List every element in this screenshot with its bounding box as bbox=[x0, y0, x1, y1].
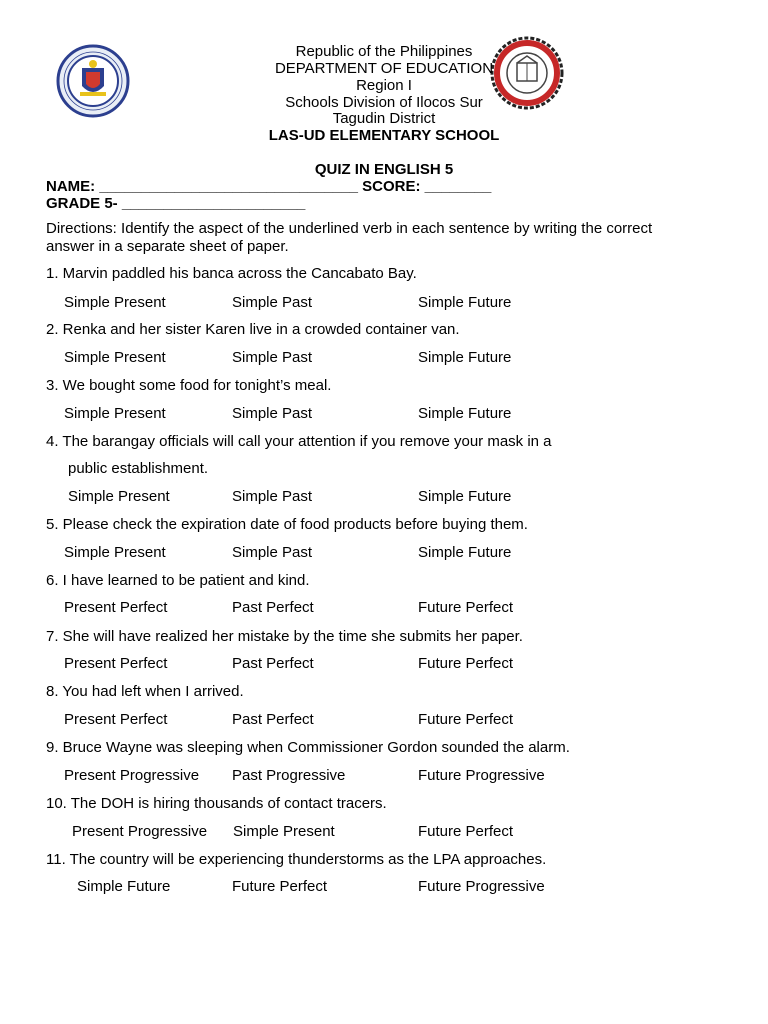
directions-line-1: Directions: Identify the aspect of the underlined verb in each sentence by writing the correct bbox=[46, 220, 653, 237]
option-11a: Simple Future bbox=[77, 878, 171, 895]
option-11c: Future Progressive bbox=[418, 878, 545, 895]
header-region: Region I bbox=[356, 77, 412, 94]
option-2b: Simple Past bbox=[232, 349, 313, 366]
option-5b: Simple Past bbox=[232, 544, 313, 561]
option-2c: Simple Future bbox=[418, 349, 512, 366]
option-2a: Simple Present bbox=[64, 349, 166, 366]
option-10c: Future Perfect bbox=[418, 823, 514, 840]
option-7a: Present Perfect bbox=[64, 655, 168, 672]
option-9b: Past Progressive bbox=[232, 767, 346, 784]
option-1c: Simple Future bbox=[418, 294, 512, 311]
option-8c: Future Perfect bbox=[418, 711, 514, 728]
header-republic: Republic of the Philippines bbox=[295, 43, 473, 60]
header-division: Schools Division of Ilocos Sur bbox=[285, 94, 483, 111]
question-11: 11. The country will be experiencing thunderstorms as the LPA approaches. bbox=[46, 851, 547, 868]
option-11b: Future Perfect bbox=[232, 878, 328, 895]
question-4-continued: public establishment. bbox=[68, 460, 209, 477]
header-district: Tagudin District bbox=[332, 110, 436, 127]
option-6b: Past Perfect bbox=[232, 599, 314, 616]
grade-line: GRADE 5- ______________________ bbox=[46, 195, 306, 212]
option-6c: Future Perfect bbox=[418, 599, 514, 616]
option-3b: Simple Past bbox=[232, 405, 313, 422]
option-6a: Present Perfect bbox=[64, 599, 168, 616]
question-9: 9. Bruce Wayne was sleeping when Commissioner Gordon sounded the alarm. bbox=[46, 739, 570, 756]
question-6: 6. I have learned to be patient and kind. bbox=[46, 572, 310, 589]
option-4b: Simple Past bbox=[232, 488, 313, 505]
header-school-name: LAS-UD ELEMENTARY SCHOOL bbox=[268, 127, 500, 144]
question-1: 1. Marvin paddled his banca across the Cancabato Bay. bbox=[46, 265, 417, 282]
option-10b: Simple Present bbox=[233, 823, 335, 840]
option-8a: Present Perfect bbox=[64, 711, 168, 728]
option-8b: Past Perfect bbox=[232, 711, 314, 728]
option-1a: Simple Present bbox=[64, 294, 166, 311]
option-4a: Simple Present bbox=[68, 488, 170, 505]
option-9c: Future Progressive bbox=[418, 767, 545, 784]
question-7: 7. She will have realized her mistake by the time she submits her paper. bbox=[46, 628, 523, 645]
question-3: 3. We bought some food for tonight’s meal. bbox=[46, 377, 332, 394]
option-10a: Present Progressive bbox=[72, 823, 208, 840]
option-7c: Future Perfect bbox=[418, 655, 514, 672]
option-7b: Past Perfect bbox=[232, 655, 314, 672]
option-1b: Simple Past bbox=[232, 294, 313, 311]
quiz-title: QUIZ IN ENGLISH 5 bbox=[314, 161, 454, 178]
option-5c: Simple Future bbox=[418, 544, 512, 561]
question-10: 10. The DOH is hiring thousands of contact tracers. bbox=[46, 795, 387, 812]
option-9a: Present Progressive bbox=[64, 767, 200, 784]
question-5: 5. Please check the expiration date of food products before buying them. bbox=[46, 516, 528, 533]
header-department: DEPARTMENT OF EDUCATION bbox=[274, 60, 494, 77]
question-2: 2. Renka and her sister Karen live in a crowded container van. bbox=[46, 321, 460, 338]
question-8: 8. You had left when I arrived. bbox=[46, 683, 244, 700]
option-3c: Simple Future bbox=[418, 405, 512, 422]
directions-line-2: answer in a separate sheet of paper. bbox=[46, 238, 289, 255]
option-5a: Simple Present bbox=[64, 544, 166, 561]
name-score-line: NAME: _______________________________ SCORE: ________ bbox=[46, 178, 492, 195]
option-3a: Simple Present bbox=[64, 405, 166, 422]
option-4c: Simple Future bbox=[418, 488, 512, 505]
question-4: 4. The barangay officials will call your attention if you remove your mask in a bbox=[46, 433, 552, 450]
